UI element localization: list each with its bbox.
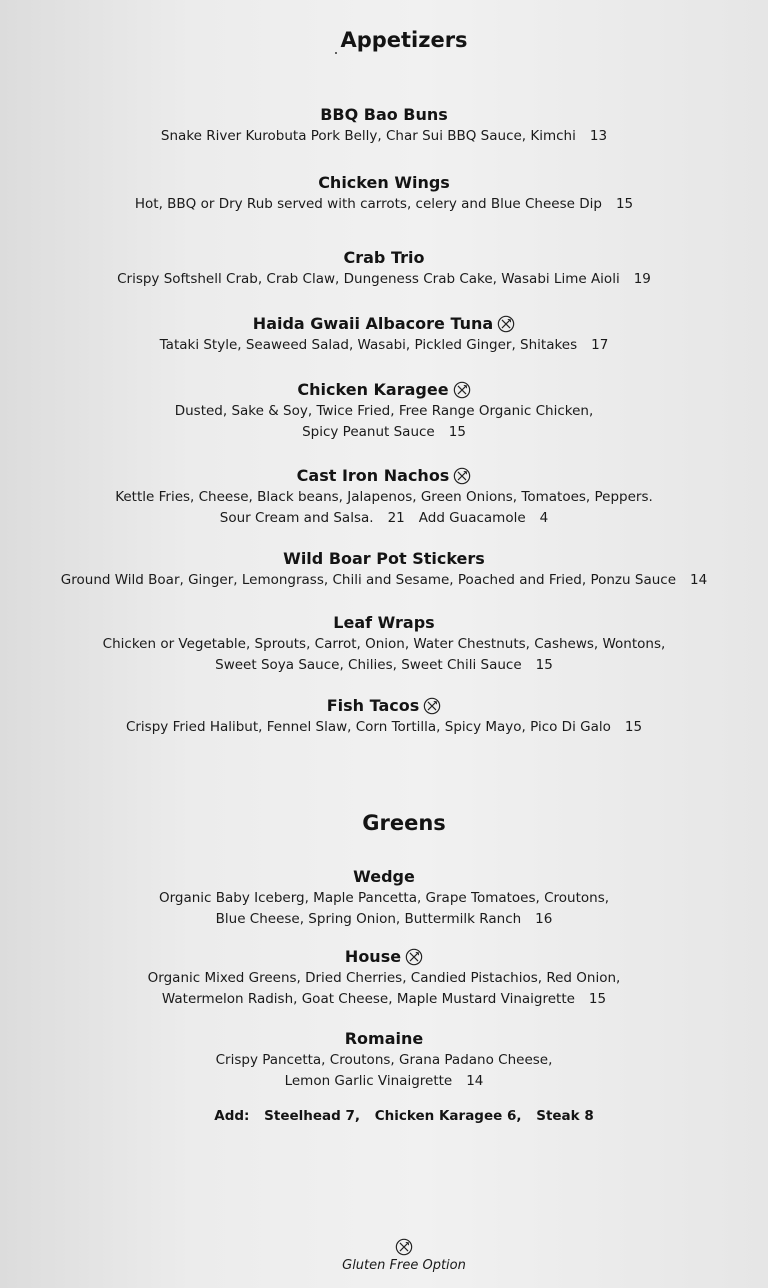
item-description-text: Sweet Soya Sauce, Chilies, Sweet Chili Sauce — [215, 657, 522, 673]
gluten-free-icon — [405, 948, 423, 966]
gluten-free-icon — [395, 1238, 413, 1256]
item-description — [0, 335, 768, 356]
item-name-text: Crab Trio — [343, 248, 425, 267]
item-price: 15 — [448, 424, 466, 440]
item-name — [0, 465, 768, 487]
item-price: 15 — [615, 196, 634, 212]
addon-option: Chicken Karagee 6, — [374, 1108, 522, 1124]
item-description-text: Dusted, Sake & Soy, Twice Fried, Free Range Organic Chicken, — [174, 403, 594, 419]
item-description — [0, 717, 768, 738]
gluten-free-icon — [453, 381, 471, 399]
item-name-text: Fish Tacos — [326, 696, 420, 715]
item-description — [0, 487, 768, 508]
item-description — [0, 888, 768, 909]
item-name-text: Chicken Wings — [318, 173, 450, 192]
item-description-text: Tataki Style, Seaweed Salad, Wasabi, Pickled Ginger, Shitakes — [159, 337, 578, 353]
item-name — [0, 612, 768, 634]
item-name-text: BBQ Bao Buns — [320, 105, 448, 124]
item-description — [0, 909, 768, 930]
item-description — [0, 401, 768, 422]
item-description — [0, 194, 768, 215]
item-description-text: Organic Baby Iceberg, Maple Pancetta, Grape Tomatoes, Croutons, — [158, 890, 610, 906]
gluten-free-icon — [423, 697, 441, 715]
item-description-text: Crispy Pancetta, Croutons, Grana Padano Cheese, — [215, 1052, 553, 1068]
item-price: 19 — [633, 271, 651, 287]
item-description-text: Watermelon Radish, Goat Cheese, Maple Mustard Vinaigrette — [161, 991, 575, 1007]
item-name-text: Haida Gwaii Albacore Tuna — [252, 314, 494, 333]
item-description — [0, 634, 768, 655]
item-price: 15 — [624, 719, 643, 735]
item-description-text: Crispy Softshell Crab, Crab Claw, Dungeness Crab Cake, Wasabi Lime Aioli — [117, 271, 620, 287]
item-name-text: Chicken Karagee — [297, 380, 449, 399]
menu-item — [0, 172, 768, 215]
item-name-text: Leaf Wraps — [333, 613, 435, 632]
paper-mark — [335, 52, 337, 54]
item-name-text: Wedge — [353, 867, 415, 886]
item-name — [0, 548, 768, 570]
item-description — [0, 968, 768, 989]
item-description-text: Kettle Fries, Cheese, Black beans, Jalapenos, Green Onions, Tomatoes, Peppers. — [115, 489, 653, 505]
item-name — [0, 247, 768, 269]
item-description — [0, 269, 768, 290]
item-extra-price: 4 — [539, 510, 549, 526]
section-title-appetizers: Appetizers — [340, 28, 468, 52]
item-description — [0, 508, 768, 529]
item-name — [0, 1028, 768, 1050]
menu-item — [0, 866, 768, 930]
item-name — [0, 946, 768, 968]
item-description — [0, 422, 768, 443]
menu-item — [0, 695, 768, 738]
item-description-text: Lemon Garlic Vinaigrette — [284, 1073, 453, 1089]
item-description-text: Organic Mixed Greens, Dried Cherries, Candied Pistachios, Red Onion, — [147, 970, 621, 986]
menu-item — [0, 465, 768, 529]
item-description — [0, 1050, 768, 1071]
item-name — [0, 104, 768, 126]
item-description-text: Hot, BBQ or Dry Rub served with carrots, celery and Blue Cheese Dip — [134, 196, 602, 212]
item-description-text: Ground Wild Boar, Ginger, Lemongrass, Chili and Sesame, Poached and Fried, Ponzu Sauce — [60, 572, 676, 588]
item-price: 15 — [535, 657, 553, 673]
item-price: 16 — [535, 911, 553, 927]
item-price: 14 — [690, 572, 708, 588]
item-name-text: House — [344, 947, 402, 966]
legend — [0, 1238, 768, 1273]
addons-label: Add: — [214, 1108, 250, 1124]
menu-item — [0, 946, 768, 1010]
item-name-text: Cast Iron Nachos — [296, 466, 450, 485]
addon-option: Steelhead 7, — [264, 1108, 361, 1124]
item-name-text: Romaine — [344, 1029, 424, 1048]
menu-item — [0, 379, 768, 443]
gluten-free-icon — [453, 467, 471, 485]
greens-addons — [0, 1108, 768, 1124]
item-description-text: Snake River Kurobuta Pork Belly, Char Sui BBQ Sauce, Kimchi — [160, 128, 576, 144]
gluten-free-icon — [497, 315, 515, 333]
item-price: 13 — [589, 128, 608, 144]
item-name — [0, 172, 768, 194]
menu-item — [0, 548, 768, 591]
item-description-text: Spicy Peanut Sauce — [302, 424, 435, 440]
item-name — [0, 379, 768, 401]
item-description — [0, 655, 768, 676]
item-price: 14 — [466, 1073, 484, 1089]
menu-item — [0, 1028, 768, 1092]
menu-item — [0, 247, 768, 290]
item-description-text: Chicken or Vegetable, Sprouts, Carrot, Onion, Water Chestnuts, Cashews, Wontons, — [102, 636, 666, 652]
item-name — [0, 313, 768, 335]
item-name — [0, 695, 768, 717]
legend-label: Gluten Free Option — [342, 1258, 466, 1273]
item-price: 17 — [591, 337, 609, 353]
item-name — [0, 866, 768, 888]
item-extra: Add Guacamole — [418, 510, 526, 526]
menu-item — [0, 612, 768, 676]
addon-option: Steak 8 — [536, 1108, 594, 1124]
item-description — [0, 1071, 768, 1092]
menu-item — [0, 313, 768, 356]
section-title-greens: Greens — [362, 811, 446, 835]
item-price: 15 — [588, 991, 607, 1007]
item-name-text: Wild Boar Pot Stickers — [283, 549, 485, 568]
item-description — [0, 570, 768, 591]
item-description — [0, 989, 768, 1010]
item-description — [0, 126, 768, 147]
item-description-text: Blue Cheese, Spring Onion, Buttermilk Ranch — [215, 911, 522, 927]
menu-item — [0, 104, 768, 147]
item-description-text: Sour Cream and Salsa. — [219, 510, 374, 526]
item-description-text: Crispy Fried Halibut, Fennel Slaw, Corn Tortilla, Spicy Mayo, Pico Di Galo — [125, 719, 611, 735]
item-price: 21 — [387, 510, 405, 526]
